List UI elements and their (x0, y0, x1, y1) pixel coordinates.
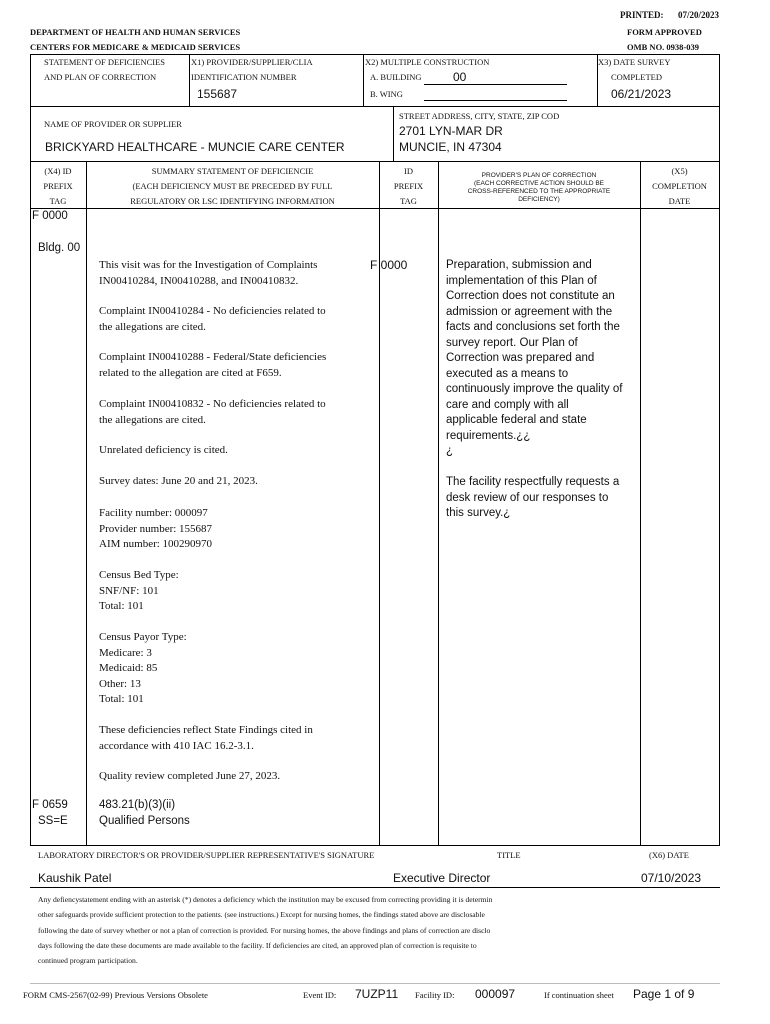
x5-label-2: COMPLETION (652, 181, 707, 191)
centers-name: CENTERS FOR MEDICARE & MEDICAID SERVICES (30, 42, 241, 52)
wing-underline (424, 100, 567, 101)
facility-id-value: 000097 (475, 987, 516, 1001)
col-divider-plan (640, 161, 641, 846)
summary-paragraph (99, 723, 364, 754)
form-number: FORM CMS-2567(02-99) Previous Versions Obsolete (23, 990, 208, 1000)
regulation-number: 483.21(b)(3)(ii) (99, 799, 176, 811)
table-left-line (30, 161, 31, 846)
plan-label-1: PROVIDER'S PLAN OF CORRECTION (481, 172, 597, 179)
summary-paragraph (99, 443, 364, 459)
disclaimer-line: other safeguards provide sufficient protection to the patients. (see instructions.) Except for nursing homes, the findings stated above are disclosable (38, 910, 485, 920)
x5-label-1: (X5) (671, 166, 688, 176)
id-label-1: ID (404, 166, 413, 176)
building-tag: Bldg. 00 (38, 242, 81, 254)
signature-bottom-line (30, 887, 720, 888)
box1-top-line (30, 54, 720, 55)
tag-f0000: F 0000 (32, 210, 68, 222)
regulation-title: Qualified Persons (99, 815, 190, 827)
summary-line: Census Bed Type: (99, 569, 179, 581)
box1-bottom-line (30, 106, 720, 107)
x4-label-2: PREFIX (43, 181, 73, 191)
signer-title: Executive Director (393, 871, 491, 885)
plan-line: Preparation, submission and (446, 259, 592, 271)
x4-label-3: TAG (49, 196, 67, 206)
summary-line: Complaint IN00410288 - Federal/State deficiencies (99, 351, 327, 363)
plan-line (446, 460, 636, 476)
address-label: STREET ADDRESS, CITY, STATE, ZIP COD (399, 111, 560, 121)
summary-line: Other: 13 (99, 677, 141, 690)
summary-paragraph (99, 350, 364, 381)
event-id-value: 7UZP11 (355, 987, 399, 1001)
plan-label-4: DEFICIENCY) (518, 196, 560, 203)
plan-label-2: (EACH CORRECTIVE ACTION SHOULD BE (473, 180, 605, 187)
plan-line: requirements.¿¿ (446, 429, 531, 442)
summary-line: Census Payor Type: (99, 631, 187, 643)
plan-line: implementation of this Plan of (446, 274, 597, 287)
summary-paragraph (99, 474, 364, 490)
signer-name: Kaushik Patel (38, 871, 112, 885)
id-prefix-tag: F 0000 (370, 258, 408, 272)
box1-divider-2 (363, 54, 364, 106)
signature-label: LABORATORY DIRECTOR'S OR PROVIDER/SUPPLIER REPRESENTATIVE'S SIGNATURE (38, 850, 375, 860)
tag-f0659: F 0659 (32, 799, 68, 811)
plan-line: Correction does not constitute an (446, 290, 615, 302)
summary-paragraph (99, 568, 364, 615)
plan-line: facts and conclusions set forth the (446, 321, 620, 333)
summary-line: AIM number: 100290970 (99, 538, 213, 550)
id-label-2: PREFIX (393, 181, 424, 191)
summary-line: Total: 101 (99, 693, 144, 705)
summary-paragraph (99, 304, 364, 335)
date-survey-label-2: COMPLETED (611, 72, 662, 82)
date-survey-value: 06/21/2023 (611, 87, 672, 101)
statement-label-2: AND PLAN OF CORRECTION (44, 72, 157, 82)
disclaimer-line: days following the date these documents are made available to the facility. If deficiencies are cited, an approved plan of correction is requisite to (38, 940, 477, 950)
summary-line: These deficiencies reflect State Findings cited in (99, 724, 313, 736)
omb-number: OMB NO. 0938-039 (627, 42, 700, 52)
box2-bottom-line (30, 161, 720, 162)
column-header-bottom-line (30, 208, 720, 209)
plan-line: applicable federal and state (446, 414, 587, 426)
plan-line: Correction was prepared and (446, 352, 595, 364)
summary-line: Total: 101 (99, 600, 144, 612)
disclaimer-line: continued program participation. (38, 956, 138, 966)
summary-line: Medicare: 3 (99, 646, 152, 659)
provider-name-value: BRICKYARD HEALTHCARE - MUNCIE CARE CENTER (45, 140, 345, 154)
summary-paragraph (99, 258, 364, 289)
summary-line: Complaint IN00410832 - No deficiencies related to (99, 398, 326, 410)
summary-line: Quality review completed June 27, 2023. (99, 770, 281, 782)
summary-paragraph (99, 506, 364, 553)
plan-line: ¿ (446, 445, 454, 457)
event-id-label: Event ID: (303, 990, 337, 1000)
summary-line: Facility number: 000097 (99, 507, 208, 519)
plan-label-3: CROSS-REFERENCED TO THE APPROPRIATE (467, 188, 611, 195)
disclaimer-line: following the date of survey whether or not a plan of correction is provided. For nursing homes, the above findings and plans of correction are disclo (38, 925, 491, 935)
summary-line: accordance with 410 IAC 16.2-3.1. (99, 739, 254, 752)
building-value: 00 (453, 70, 467, 84)
wing-label: B. WING (370, 89, 403, 99)
disclaimer-line: Any defiencystatement ending with an asterisk (*) denotes a deficiency which the institution may be excused from correcting providing it is determin (38, 895, 493, 904)
dept-name: DEPARTMENT OF HEALTH AND HUMAN SERVICES (30, 27, 241, 37)
table-bottom-line (30, 845, 720, 846)
box-left-line (30, 54, 31, 162)
summary-line: related to the allegation are cited at F659. (99, 366, 282, 379)
continuation-label: If continuation sheet (544, 990, 614, 1000)
summary-label-2: (EACH DEFICIENCY MUST BE PRECEDED BY FULL (132, 181, 333, 191)
printed-label: PRINTED: (620, 10, 664, 20)
multiple-construction-label: X2) MULTIPLE CONSTRUCTION (365, 57, 490, 67)
form-approved: FORM APPROVED (627, 27, 702, 37)
summary-line: Survey dates: June 20 and 21, 2023. (99, 475, 258, 487)
address-line-2: MUNCIE, IN 47304 (399, 140, 502, 154)
scope-severity: SS=E (38, 815, 68, 827)
summary-line: Complaint IN00410284 - No deficiencies related to (99, 305, 326, 317)
plan-line: care and comply with all (446, 398, 569, 411)
building-underline (424, 84, 567, 85)
facility-id-label: Facility ID: (415, 990, 455, 1000)
x5-label-3: DATE (668, 196, 691, 206)
x6-date-label: (X6) DATE (649, 850, 689, 860)
summary-line: Medicaid: 85 (99, 662, 158, 674)
plan-line: admission or agreement with the (446, 305, 613, 318)
plan-line: The facility respectfully requests a (446, 476, 620, 488)
plan-of-correction (446, 258, 636, 522)
statement-label-1: STATEMENT OF DEFICIENCIES (44, 57, 166, 67)
summary-line: Provider number: 155687 (99, 522, 213, 535)
box-right-line (719, 54, 720, 846)
address-line-1: 2701 LYN-MAR DR (399, 124, 503, 138)
provider-name-label: NAME OF PROVIDER OR SUPPLIER (44, 119, 182, 129)
summary-line: SNF/NF: 101 (99, 584, 159, 597)
x4-label-1: (X4) ID (44, 166, 72, 176)
provider-label-1: X1) PROVIDER/SUPPLIER/CLIA (191, 57, 313, 67)
col-divider-prefix (86, 161, 87, 846)
plan-line: continuously improve the quality of (446, 383, 623, 395)
date-survey-label-1: X3) DATE SURVEY (598, 57, 671, 67)
summary-line: the allegations are cited. (99, 320, 206, 333)
footer-line (30, 983, 720, 984)
id-label-3: TAG (400, 196, 417, 206)
summary-paragraph (99, 630, 364, 708)
box1-divider-1 (189, 54, 190, 106)
summary-line: Unrelated deficiency is cited. (99, 444, 228, 456)
summary-label-3: REGULATORY OR LSC IDENTIFYING INFORMATION (130, 196, 335, 206)
plan-line: survey report. Our Plan of (446, 336, 578, 349)
summary-label-1: SUMMARY STATEMENT OF DEFICIENCIE (151, 166, 314, 176)
summary-paragraph (99, 769, 364, 785)
title-label: TITLE (497, 850, 521, 860)
col-divider-id (438, 161, 439, 846)
provider-number: 155687 (197, 87, 238, 101)
summary-paragraph (99, 397, 364, 428)
signature-date: 07/10/2023 (641, 871, 702, 885)
box2-divider (393, 106, 394, 161)
building-label: A. BUILDING (370, 72, 422, 82)
plan-line: desk review of our responses to (446, 491, 609, 504)
printed-date: 07/20/2023 (678, 10, 720, 20)
plan-line: executed as a means to (446, 367, 569, 380)
page-number: Page 1 of 9 (633, 987, 695, 1001)
summary-line: This visit was for the Investigation of Complaints (99, 259, 318, 271)
summary-line: IN00410284, IN00410288, and IN00410832. (99, 274, 299, 287)
summary-line: the allegations are cited. (99, 413, 206, 426)
provider-label-2: IDENTIFICATION NUMBER (191, 72, 297, 82)
plan-line: this survey.¿ (446, 507, 511, 519)
